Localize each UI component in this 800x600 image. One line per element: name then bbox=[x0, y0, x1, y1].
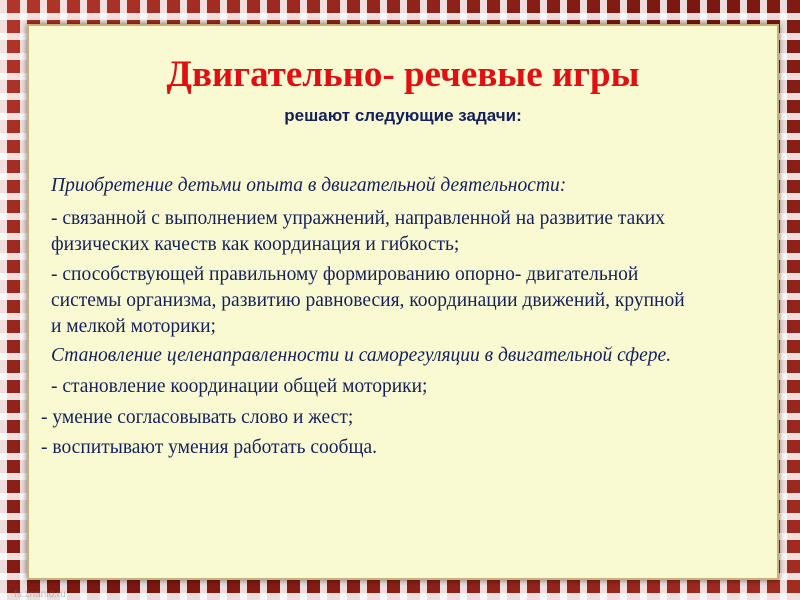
bullet-teamwork: - воспитывают умения работать сообща. bbox=[41, 437, 377, 458]
watermark: fs.znanio.ru bbox=[14, 589, 66, 600]
bullet-exercises: - связанной с выполнением упражнений, направленной на развитие таких bbox=[51, 208, 665, 229]
bullet-musculoskeletal-cont-2: и мелкой моторики; bbox=[51, 316, 216, 337]
slide-panel bbox=[27, 24, 779, 580]
section-heading-self-regulation: Становление целенаправленности и саморегуляции в двигательной сфере. bbox=[51, 345, 672, 366]
slide-subtitle: решают следующие задачи: bbox=[284, 106, 522, 125]
bullet-musculoskeletal: - способствующей правильному формированию опорно- двигательной bbox=[51, 264, 639, 285]
slide-title: Двигательно- речевые игры bbox=[166, 54, 640, 95]
bullet-coordination: - становление координации общей моторики; bbox=[51, 376, 428, 397]
bullet-word-gesture: - умение согласовывать слово и жест; bbox=[41, 407, 354, 428]
bullet-exercises-cont: физических качеств как координация и гибкость; bbox=[51, 234, 460, 255]
bullet-musculoskeletal-cont-1: системы организма, развитию равновесия, координации движений, крупной bbox=[51, 290, 685, 311]
section-heading-motor-experience: Приобретение детьми опыта в двигательной деятельности: bbox=[51, 175, 567, 196]
